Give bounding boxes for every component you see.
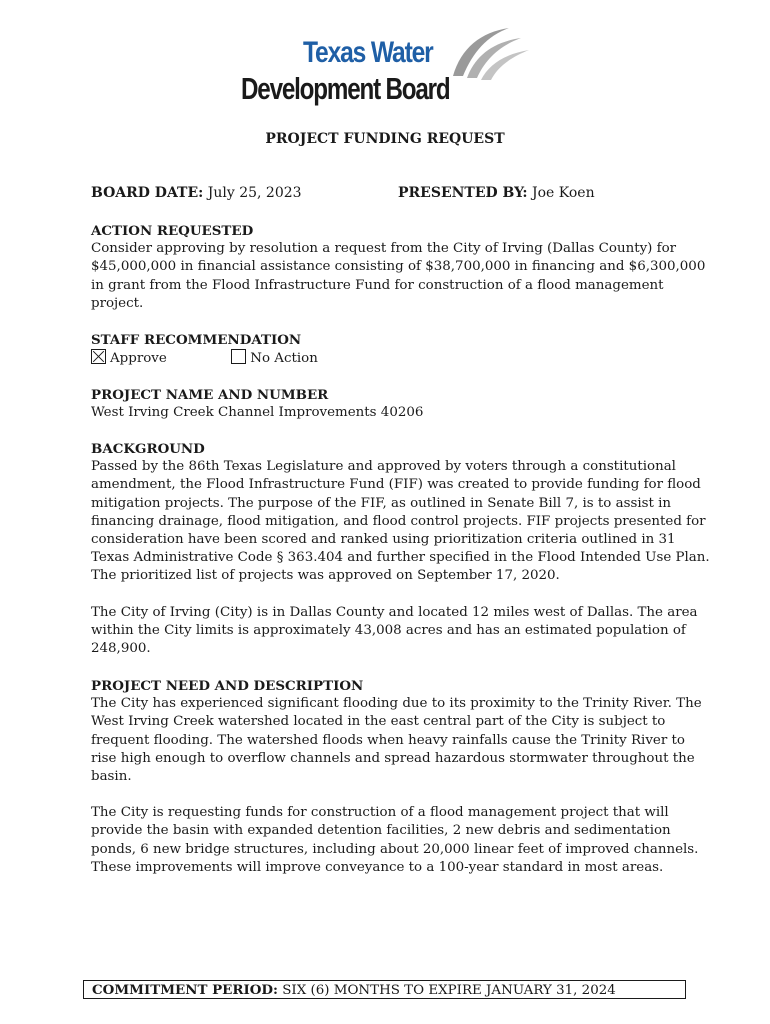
text-line: Texas Administrative Code § 363.404 and further specified in the Flood Intended Use Plan.	[91, 550, 710, 566]
text-line: The City of Irving (City) is in Dallas County and located 12 miles west of Dallas. The area	[91, 604, 698, 620]
background-paragraph-2	[91, 604, 698, 659]
need-description-section	[91, 677, 702, 877]
water-wave-mark-icon	[447, 24, 531, 84]
board-date	[91, 185, 302, 201]
presented-by-label: PRESENTED BY:	[398, 185, 528, 201]
text-line: basin.	[91, 769, 132, 785]
action-requested-heading: ACTION REQUESTED	[91, 223, 254, 239]
text-line: Consider approving by resolution a request from the City of Irving (Dallas County) for	[91, 241, 677, 257]
commitment-period-value: SIX (6) MONTHS TO EXPIRE JANUARY 31, 2024	[282, 983, 616, 998]
text-line: The prioritized list of projects was approved on September 17, 2020.	[91, 568, 560, 584]
action-requested-text	[91, 240, 706, 313]
presented-by	[398, 185, 595, 201]
staff-recommendation-section	[91, 331, 691, 368]
need-description-paragraph-1	[91, 695, 702, 786]
presented-by-value: Joe Koen	[532, 185, 595, 201]
document-title: PROJECT FUNDING REQUEST	[265, 131, 505, 147]
text-line: consideration have been scored and ranked using prioritization criteria outlined in 31	[91, 532, 676, 548]
text-line: The City has experienced significant flooding due to its proximity to the Trinity River. The	[91, 696, 702, 712]
text-line: project.	[91, 295, 144, 311]
text-line: The City is requesting funds for construction of a flood management project that will	[91, 805, 669, 821]
text-line: ponds, 6 new bridge structures, including about 20,000 linear feet of improved channels.	[91, 841, 699, 857]
text-line: $45,000,000 in financial assistance consisting of $38,700,000 in financing and $6,300,000	[91, 259, 706, 275]
project-name-heading: PROJECT NAME AND NUMBER	[91, 387, 329, 403]
project-name-section	[91, 386, 691, 422]
no-action-checkbox[interactable]	[231, 349, 246, 364]
recommendation-options	[91, 349, 691, 368]
approve-option[interactable]	[91, 349, 227, 368]
commitment-period-box	[83, 980, 686, 999]
approve-label: Approve	[110, 351, 167, 367]
board-date-label: BOARD DATE:	[91, 185, 204, 201]
text-line: mitigation projects. The purpose of the FIF, as outlined in Senate Bill 7, is to assist in	[91, 495, 672, 511]
commitment-period-label: COMMITMENT PERIOD:	[92, 982, 278, 998]
text-line: in grant from the Flood Infrastructure Fund for construction of a flood management	[91, 277, 664, 293]
twdb-logo	[241, 24, 531, 110]
text-line: rise high enough to overflow channels and spread hazardous stormwater throughout the	[91, 750, 695, 766]
text-line: provide the basin with expanded detention facilities, 2 new debris and sedimentation	[91, 823, 671, 839]
board-date-value: July 25, 2023	[207, 185, 302, 201]
need-description-heading: PROJECT NEED AND DESCRIPTION	[91, 678, 364, 694]
logo-line-1: Texas Water	[303, 36, 433, 69]
no-action-label: No Action	[250, 351, 318, 367]
text-line: within the City limits is approximately 43,008 acres and has an estimated population of	[91, 622, 686, 638]
text-line: amendment, the Flood Infrastructure Fund (FIF) was created to provide funding for flood	[91, 477, 701, 493]
logo-line-2: Development Board	[241, 71, 450, 106]
action-requested-section	[91, 222, 706, 313]
background-heading: BACKGROUND	[91, 441, 205, 457]
background-section	[91, 440, 710, 658]
background-paragraph-1	[91, 458, 710, 585]
text-line: 248,900.	[91, 641, 151, 657]
need-description-paragraph-2	[91, 804, 699, 877]
text-line: financing drainage, flood mitigation, and flood control projects. FIF projects presented for	[91, 513, 706, 529]
text-line: These improvements will improve conveyance to a 100-year standard in most areas.	[91, 859, 664, 875]
text-line: frequent flooding. The watershed floods when heavy rainfalls cause the Trinity River to	[91, 732, 685, 748]
text-line: Passed by the 86th Texas Legislature and approved by voters through a constitutional	[91, 459, 676, 475]
no-action-option[interactable]	[231, 351, 318, 366]
approve-checkbox[interactable]	[91, 349, 106, 364]
text-line: West Irving Creek watershed located in the east central part of the City is subject to	[91, 714, 666, 730]
staff-recommendation-heading: STAFF RECOMMENDATION	[91, 332, 302, 348]
project-name-value: West Irving Creek Channel Improvements 40206	[91, 405, 424, 421]
